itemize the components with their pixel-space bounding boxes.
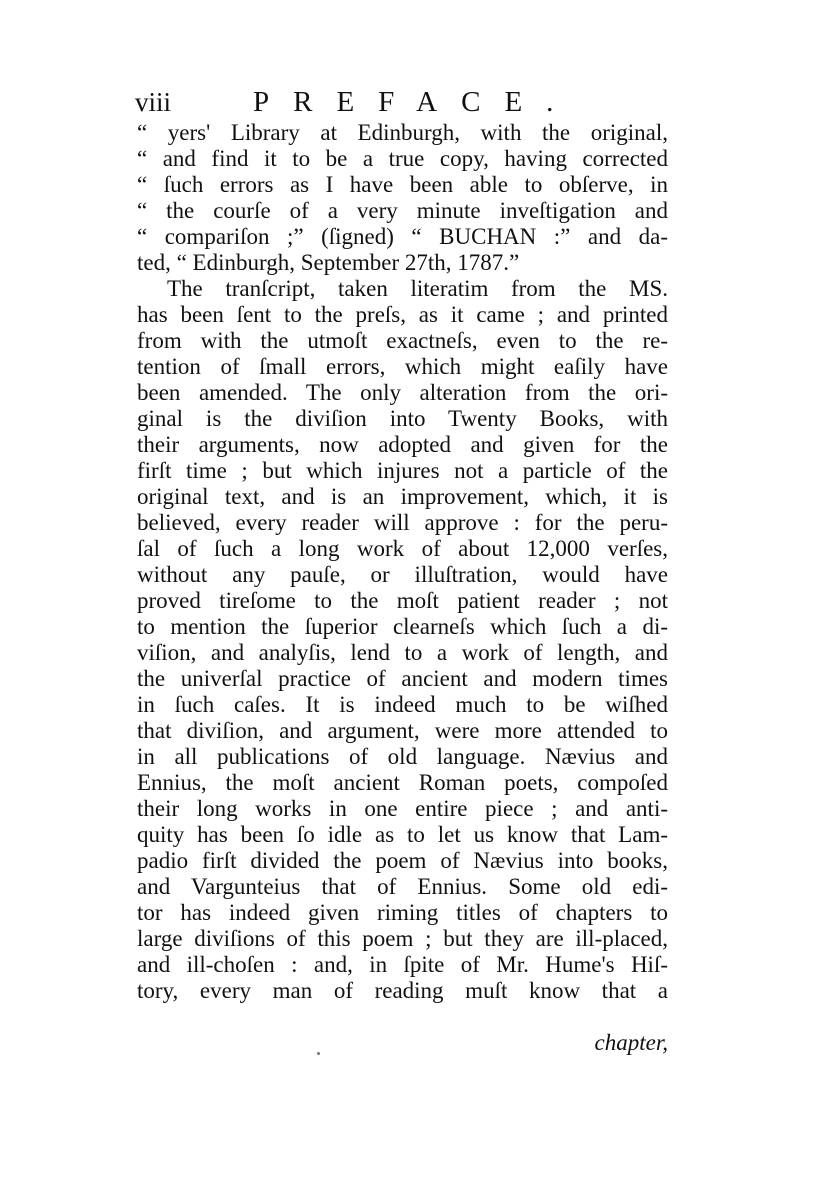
text-line: Ennius, the moſt ancient Roman poets, compoſed: [137, 770, 668, 795]
text-line: the univerſal practice of ancient and modern times: [137, 666, 668, 691]
text-line: ted, “ Edinburgh, September 27th, 1787.”: [137, 250, 520, 275]
page-header: [135, 84, 675, 120]
text-line: tory, every man of reading muſt know that a: [137, 978, 668, 1003]
text-line: been amended. The only alteration from the ori-: [137, 380, 668, 405]
text-line: in ſuch caſes. It is indeed much to be wiſhed: [137, 692, 668, 717]
body-text: [137, 120, 668, 1004]
text-line: tention of ſmall errors, which might eaſily have: [137, 354, 668, 379]
text-line: and Vargunteius that of Ennius. Some old edi-: [137, 874, 668, 899]
text-line: their arguments, now adopted and given for the: [137, 432, 668, 457]
text-line: tor has indeed given riming titles of chapters to: [137, 900, 668, 925]
text-line: believed, every reader will approve : for the peru-: [137, 510, 668, 535]
ink-speck: [317, 1052, 320, 1055]
catchword: chapter,: [594, 1030, 668, 1055]
text-line: large diviſions of this poem ; but they are ill-placed,: [137, 926, 668, 951]
text-line: in all publications of old language. Nævius and: [137, 744, 668, 769]
text-line: “ yers' Library at Edinburgh, with the original,: [137, 120, 668, 145]
text-line: quity has been ſo idle as to let us know that Lam-: [137, 822, 668, 847]
text-line: proved tireſome to the moſt patient reader ; not: [137, 588, 668, 613]
text-line: has been ſent to the preſs, as it came ; and printed: [137, 302, 668, 327]
text-line: padio firſt divided the poem of Nævius into books,: [137, 848, 668, 873]
text-line: from with the utmoſt exactneſs, even to the re-: [137, 328, 668, 353]
text-line: without any pauſe, or illuſtration, would have: [137, 562, 668, 587]
text-line: original text, and is an improvement, which, it is: [137, 484, 668, 509]
text-line: and ill-choſen : and, in ſpite of Mr. Hume's Hiſ-: [137, 952, 668, 977]
text-line: “ ſuch errors as I have been able to obſerve, in: [137, 172, 668, 197]
text-line: that diviſion, and argument, were more attended to: [137, 718, 668, 743]
text-line: “ compariſon ;” (ſigned) “ BUCHAN :” and da-: [137, 224, 668, 249]
text-line: “ and find it to be a true copy, having corrected: [137, 146, 668, 171]
text-line: “ the courſe of a very minute inveſtigation and: [137, 198, 668, 223]
page-number: viii: [135, 87, 172, 117]
text-line: viſion, and analyſis, lend to a work of length, and: [137, 640, 668, 665]
text-line: their long works in one entire piece ; and anti-: [137, 796, 668, 821]
running-title: PREFACE.: [253, 86, 578, 118]
text-line: The tranſcript, taken literatim from the MS.: [167, 276, 668, 301]
text-line: ſal of ſuch a long work of about 12,000 verſes,: [137, 536, 668, 561]
text-line: to mention the ſuperior clearneſs which ſuch a di-: [137, 614, 668, 639]
text-line: ginal is the diviſion into Twenty Books, with: [137, 406, 668, 431]
text-line: firſt time ; but which injures not a particle of the: [137, 458, 668, 483]
